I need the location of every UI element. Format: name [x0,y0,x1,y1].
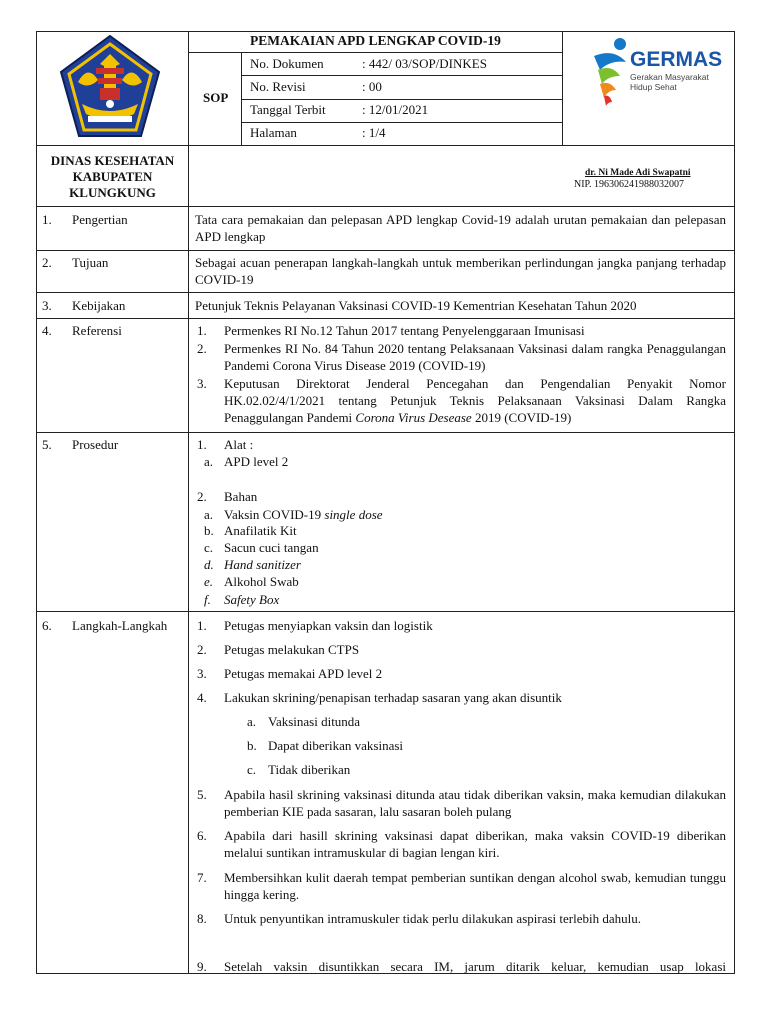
list-letter: a. [204,454,214,469]
issue-date-value: : 12/01/2021 [362,102,429,117]
step-text: Petugas memakai APD level 2 [224,666,383,681]
alat-heading: Alat : [224,437,254,452]
step-text: Apabila hasil skrining vaksinasi ditunda atau tidak diberikan vaksin, maka kemudian dilakukan pemberian KIE pada sasaran, lalu sasaran boleh pulang [224,787,726,819]
agency-line-3: KLUNGKUNG [69,185,156,200]
page-value: : 1/4 [362,125,386,140]
section-line [36,292,735,293]
bahan-item: Safety Box [224,592,280,607]
step-text: Setelah vaksin disuntikkan secara IM, jarum ditarik keluar, kemudian usap lokasi [224,959,726,974]
tujuan-text: Sebagai acuan penerapan langkah-langkah untuk memberikan perlindungan jangka panjang terhadap COVID-19 [195,255,726,287]
row-line [241,122,563,123]
section-label-langkah: Langkah-Langkah [72,618,168,633]
title-underline [188,52,563,53]
bahan-heading: Bahan [224,489,258,504]
section-line [36,250,735,251]
list-letter: e. [204,574,214,589]
revision-label: No. Revisi [250,79,306,94]
step-text: Membersihkan kulit daerah tempat pemberian suntikan dengan alcohol swab, kemudian tunggu hingga kering. [224,870,726,902]
step-number: 4. [197,690,207,705]
agency-line-2: KABUPATEN [72,169,153,184]
section-line [36,206,735,207]
section-label-pengertian: Pengertian [72,212,128,227]
step-number: 6. [197,828,207,843]
step-text: Untuk penyuntikan intramuskuler tidak perlu dilakukan aspirasi terlebih dahulu. [224,911,641,926]
agency-line-1: DINAS KESEHATAN [50,153,175,168]
reference-item: Permenkes RI No.12 Tahun 2017 tentang Penyelenggaraan Imunisasi [224,323,585,338]
step-number: 1. [197,618,207,633]
section-number: 6. [42,618,52,633]
step-text: Petugas melakukan CTPS [224,642,360,657]
germas-logo [584,34,723,106]
sub-letter: b. [247,738,257,753]
germas-tagline-1: Gerakan Masyarakat [630,72,709,82]
step-text: Apabila dari hasill skrining vaksinasi dapat diberikan, maka vaksin COVID-19 diberikan melalui suntikan intramuskular di bagian lengan kiri. [224,828,726,860]
section-number: 3. [42,298,52,313]
section-label-tujuan: Tujuan [72,255,109,270]
header-line [36,145,735,146]
step-text: Lakukan skrining/penapisan terhadap sasaran yang akan disuntik [224,690,562,705]
section-label-kebijakan: Kebijakan [72,298,126,313]
kebijakan-text: Petunjuk Teknis Pelayanan Vaksinasi COVID-19 Kementrian Kesehatan Tahun 2020 [195,298,637,313]
table-border-right [734,31,735,974]
bahan-item: Alkohol Swab [224,574,299,589]
step-number: 7. [197,870,207,885]
step-number: 3. [197,666,207,681]
list-letter: a. [204,507,214,522]
pengertian-text: Tata cara pemakaian dan pelepasan APD lengkap Covid-19 adalah urutan pemakaian dan pelepasan APD lengkap [195,212,726,244]
bahan-item-italic: single dose [324,507,383,522]
signer-nip: NIP. 196306241988032007 [574,179,685,190]
step-text: Petugas menyiapkan vaksin dan logistik [224,618,433,633]
list-letter: b. [204,523,214,538]
list-number: 3. [197,376,207,391]
bahan-item-text: Vaksin COVID-19 [224,507,325,522]
header-divider-right [562,31,563,145]
reference-text: 2019 (COVID-19) [471,410,572,425]
reference-text-italic: Corona Virus Desease [355,410,472,425]
reference-item [224,375,726,426]
bahan-item: Hand sanitizer [224,557,301,572]
list-number: 1. [197,437,207,452]
sub-item: Tidak diberikan [268,762,351,777]
list-letter: c. [204,540,214,555]
bahan-item: Sacun cuci tangan [224,540,319,555]
sub-letter: a. [247,714,257,729]
document-title: PEMAKAIAN APD LENGKAP COVID-19 [250,33,501,48]
signer-name: dr. Ni Made Adi Swapatni [585,168,691,178]
section-number: 2. [42,255,52,270]
germas-tagline-2: Hidup Sehat [630,82,677,92]
sop-label: SOP [203,90,229,105]
list-letter: d. [204,557,214,572]
section-number: 5. [42,437,52,452]
alat-item: APD level 2 [224,454,289,469]
bahan-item: Anafilatik Kit [224,523,297,538]
issue-date-label: Tanggal Terbit [250,102,326,117]
section-number: 1. [42,212,52,227]
germas-brand: GERMAS [630,48,723,71]
section-number: 4. [42,323,52,338]
doc-number-label: No. Dokumen [250,56,324,71]
doc-number-value: : 442/ 03/SOP/DINKES [362,56,487,71]
step-number: 2. [197,642,207,657]
bahan-item [224,506,383,523]
step-number: 8. [197,911,207,926]
section-label-prosedur: Prosedur [72,437,119,452]
germas-figure-icon [584,34,634,106]
step-number: 9. [197,959,207,974]
section-line [36,432,735,433]
section-line [36,318,735,319]
step-number: 5. [197,787,207,802]
reference-text: Keputusan Direktorat Jenderal Pencegahan dan Pengendalian Penyakit Nomor HK.02.02/4/1/2021 tentang Petunjuk Teknis Pelaksanaan Vaksinasi Dalam Rangka Penaggulangan Pandemi [224,376,726,425]
row-line [241,75,563,76]
list-number: 1. [197,323,207,338]
sub-item: Dapat diberikan vaksinasi [268,738,404,753]
list-letter: f. [204,592,211,607]
revision-value: : 00 [362,79,382,94]
list-number: 2. [197,341,207,356]
list-number: 2. [197,489,207,504]
reference-item: Permenkes RI No. 84 Tahun 2020 tentang Pelaksanaan Vaksinasi dalam rangka Penaggulangan Pandemi Corona Virus Disease 2019 (COVID-19) [224,341,726,373]
page-label: Halaman [250,125,297,140]
row-line [241,99,563,100]
section-label-referensi: Referensi [72,323,122,338]
klungkung-emblem-icon [58,34,162,140]
section-line [36,611,735,612]
sub-item: Vaksinasi ditunda [268,714,361,729]
sub-letter: c. [247,762,257,777]
column-divider [188,31,189,974]
